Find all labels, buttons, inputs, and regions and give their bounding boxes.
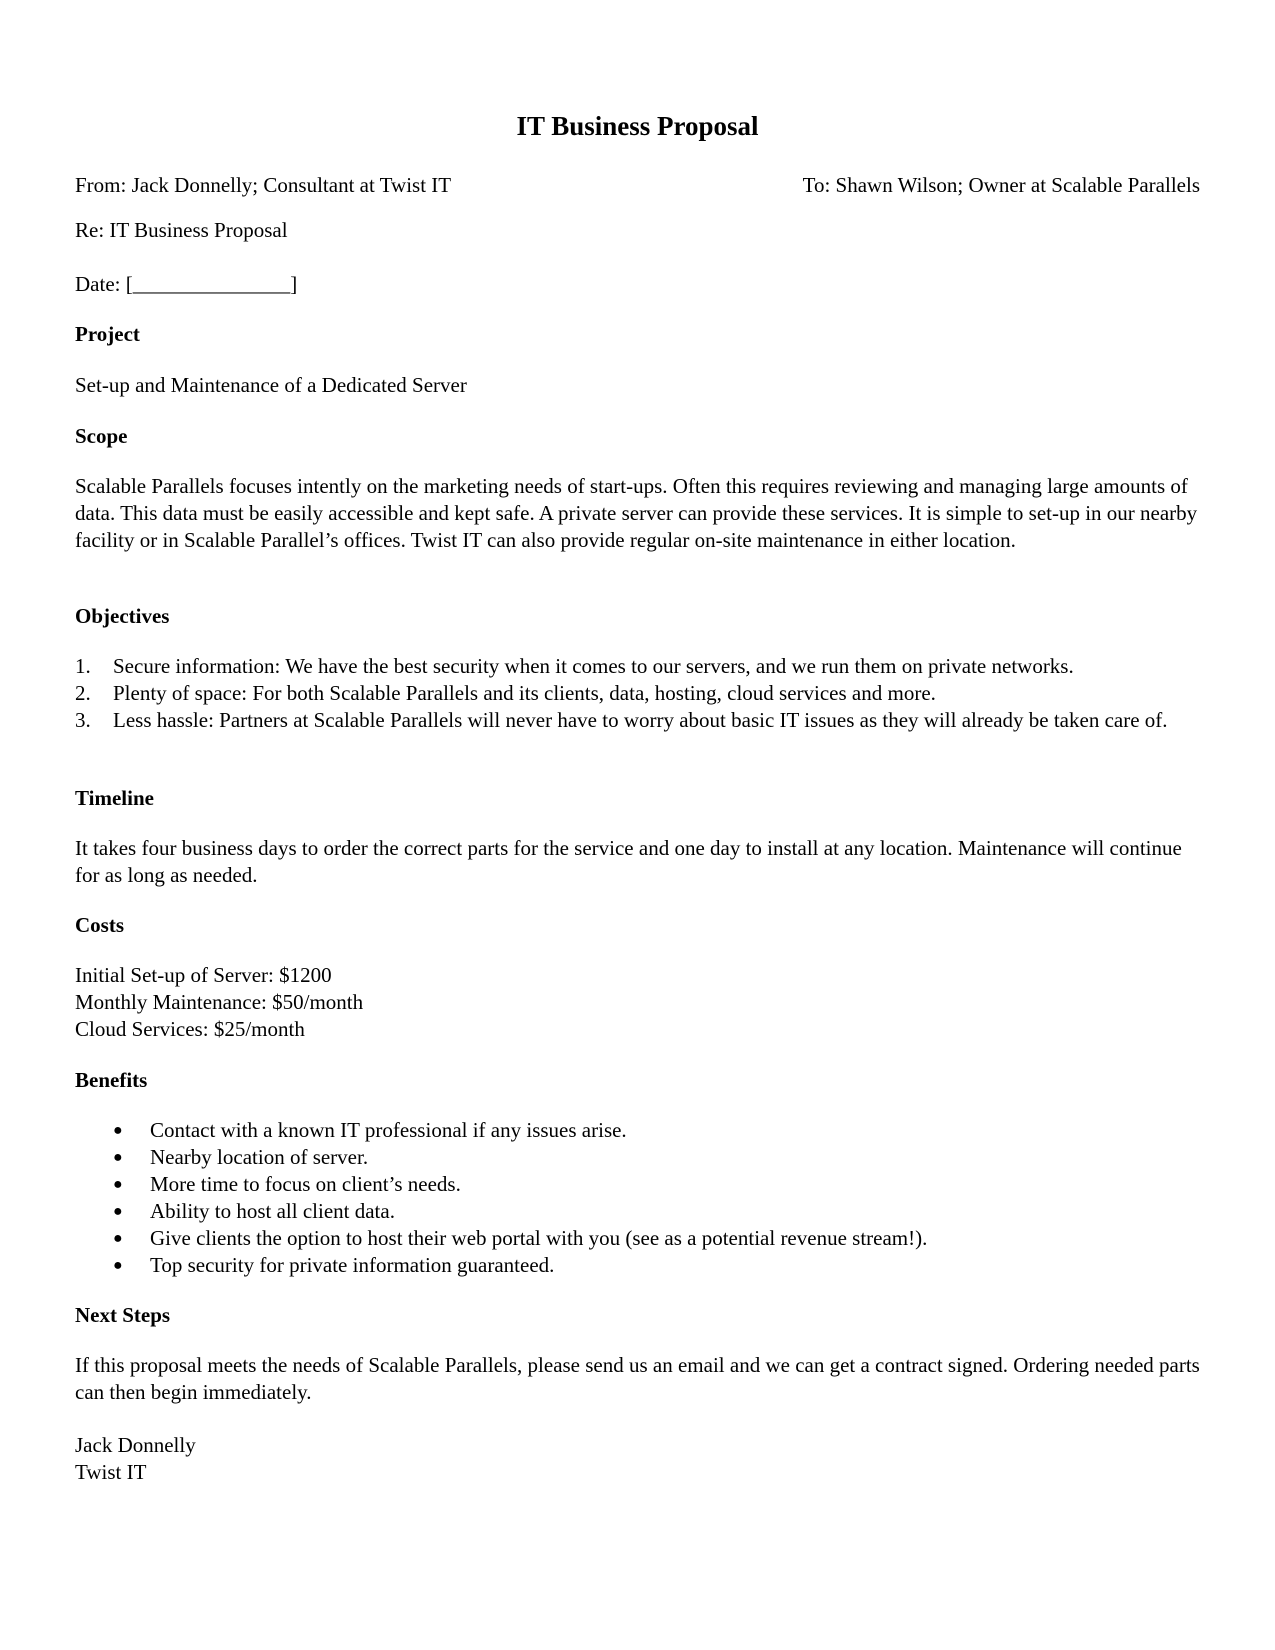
- list-item-text: Nearby location of server.: [150, 1145, 369, 1169]
- timeline-text: It takes four business days to order the correct parts for the service and one day to install at any location. Maintenance will continue for as long as needed.: [75, 836, 1182, 887]
- costs-lines: [75, 962, 1200, 1043]
- list-item-text: Top security for private information guaranteed.: [150, 1253, 555, 1277]
- benefits-heading: Benefits: [75, 1068, 148, 1092]
- list-item-text: Give clients the option to host their web portal with you (see as a potential revenue stream!).: [150, 1226, 928, 1250]
- project-text: Set-up and Maintenance of a Dedicated Server: [75, 373, 467, 397]
- list-number: 3.: [75, 708, 91, 732]
- bullet-icon: ●: [113, 1176, 123, 1193]
- bullet-icon: ●: [113, 1203, 123, 1220]
- from-line: From: Jack Donnelly; Consultant at Twist IT: [75, 173, 452, 197]
- bullet-icon: ●: [113, 1149, 123, 1166]
- signature-block: [75, 1432, 1200, 1486]
- bullet-icon: ●: [113, 1257, 123, 1274]
- list-number: 2.: [75, 681, 91, 705]
- document-title: IT Business Proposal: [516, 111, 759, 141]
- list-number: 1.: [75, 654, 91, 678]
- list-item: [75, 653, 1200, 680]
- list-item: [75, 707, 1200, 734]
- list-item: [75, 1144, 1200, 1171]
- signature-company: Twist IT: [75, 1460, 147, 1484]
- list-item: [75, 1117, 1200, 1144]
- objectives-list: [75, 653, 1200, 734]
- list-item-text: Contact with a known IT professional if any issues arise.: [150, 1118, 627, 1142]
- scope-heading: Scope: [75, 424, 128, 448]
- scope-text: Scalable Parallels focuses intently on the marketing needs of start-ups. Often this requires reviewing and managing large amounts of data. This data must be easily accessible and kept safe. A private server can provide these services. It is simple to set-up in our nearby facility or in Scalable Parallel’s offices. Twist IT can also provide regular on-site maintenance in either location.: [75, 474, 1198, 552]
- project-heading: Project: [75, 322, 140, 346]
- cost-line: Cloud Services: $25/month: [75, 1017, 305, 1041]
- timeline-heading: Timeline: [75, 786, 154, 810]
- bullet-icon: ●: [113, 1230, 123, 1247]
- benefits-list: [75, 1117, 1200, 1279]
- list-item: [75, 680, 1200, 707]
- objectives-heading: Objectives: [75, 604, 170, 628]
- list-item: [75, 1225, 1200, 1252]
- list-item: [75, 1252, 1200, 1279]
- next-steps-text: If this proposal meets the needs of Scalable Parallels, please send us an email and we can get a contract signed. Ordering needed parts can then begin immediately.: [75, 1353, 1200, 1404]
- from-to-row: [75, 172, 1200, 199]
- list-item-text: Plenty of space: For both Scalable Parallels and its clients, data, hosting, cloud services and more.: [113, 681, 936, 705]
- cost-line: Initial Set-up of Server: $1200: [75, 963, 332, 987]
- list-item-text: Less hassle: Partners at Scalable Parallels will never have to worry about basic IT issues as they will already be taken care of.: [113, 708, 1168, 732]
- costs-heading: Costs: [75, 913, 125, 937]
- list-item: [75, 1198, 1200, 1225]
- cost-line: Monthly Maintenance: $50/month: [75, 990, 364, 1014]
- list-item-text: More time to focus on client’s needs.: [150, 1172, 461, 1196]
- list-item-text: Secure information: We have the best security when it comes to our servers, and we run them on private networks.: [113, 654, 1074, 678]
- re-line: Re: IT Business Proposal: [75, 218, 288, 242]
- list-item-text: Ability to host all client data.: [150, 1199, 395, 1223]
- signature-name: Jack Donnelly: [75, 1433, 196, 1457]
- next-steps-heading: Next Steps: [75, 1303, 171, 1327]
- bullet-icon: ●: [113, 1122, 123, 1139]
- to-line: To: Shawn Wilson; Owner at Scalable Parallels: [802, 173, 1200, 197]
- date-line: Date: [_______________]: [75, 272, 298, 296]
- list-item: [75, 1171, 1200, 1198]
